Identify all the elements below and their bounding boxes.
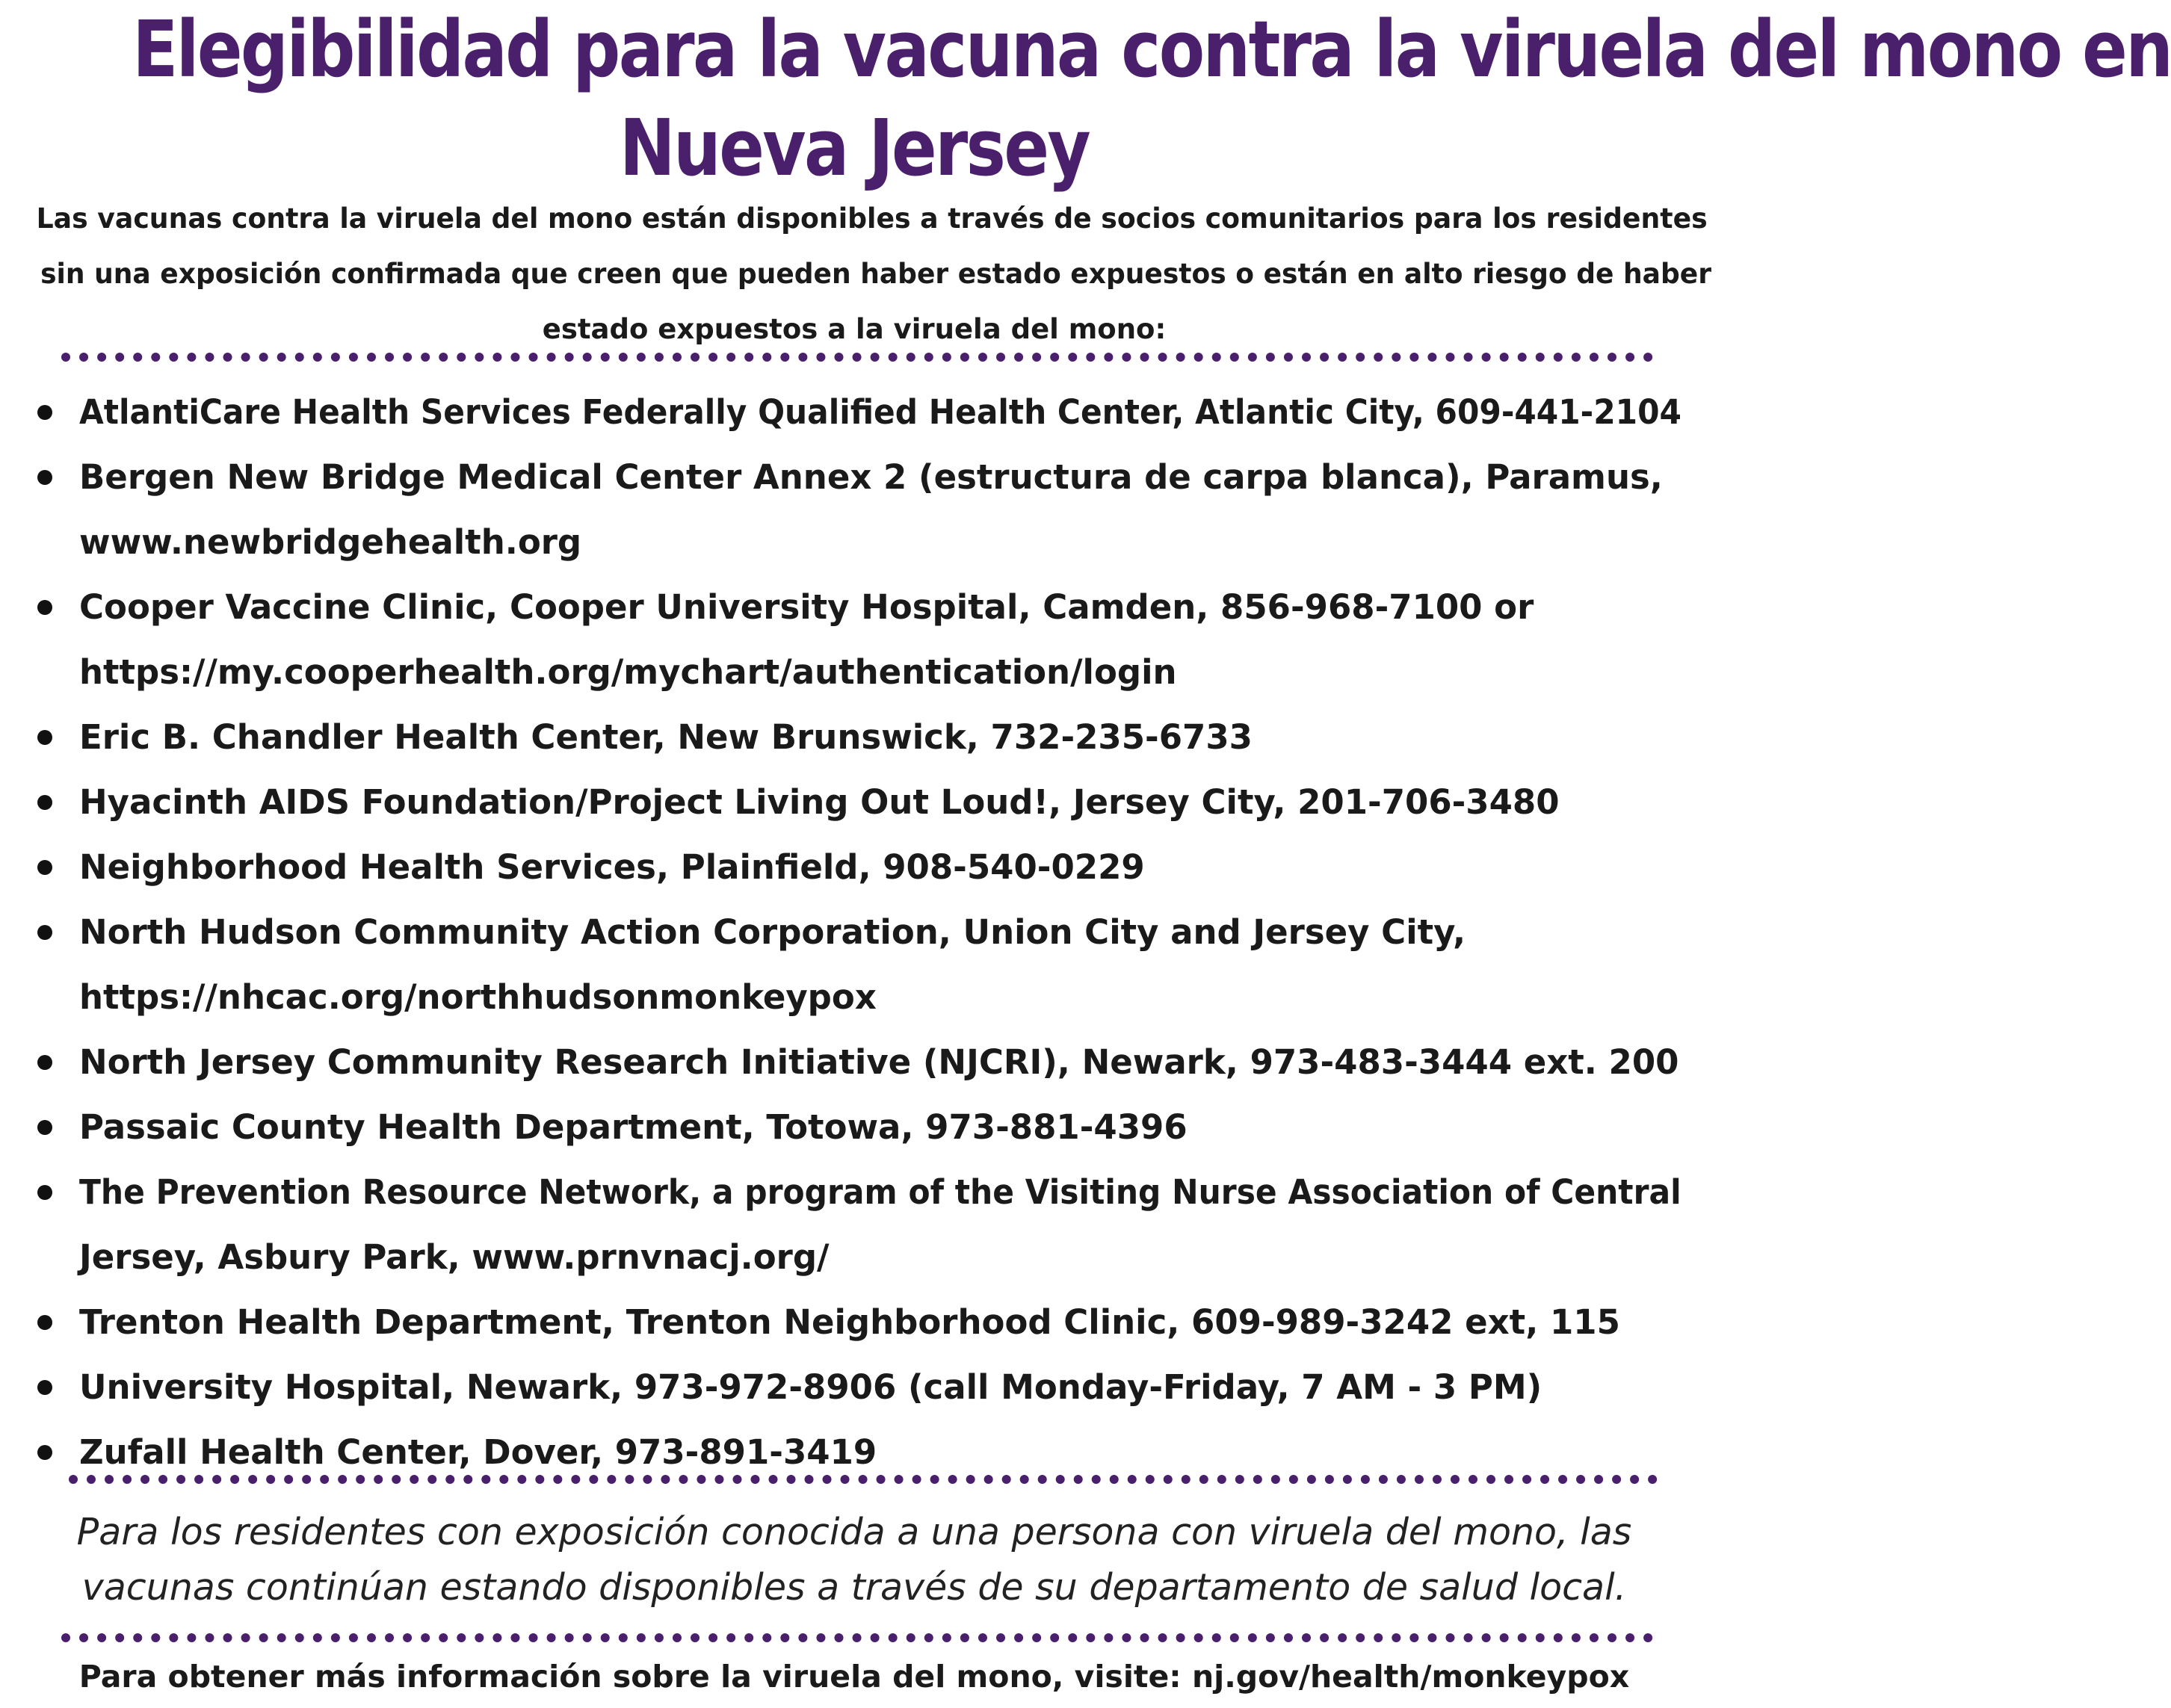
intro-line-1: Las vacunas contra la viruela del mono están disponibles a través de socios comunitarios para los residentes — [36, 202, 1708, 235]
list-item — [30, 380, 1696, 445]
bullet-icon — [37, 1055, 52, 1070]
list-item — [30, 575, 1696, 705]
bullet-icon — [37, 470, 52, 485]
divider-middle — [69, 1475, 1658, 1484]
list-item — [30, 900, 1696, 1030]
intro-paragraph — [19, 191, 1711, 357]
list-item — [30, 1160, 1696, 1290]
bullet-icon — [37, 795, 52, 810]
bullet-icon — [37, 1120, 52, 1135]
bullet-icon — [37, 405, 52, 420]
bullet-icon — [37, 860, 52, 875]
list-item-link[interactable]: https://my.cooperhealth.org/mychart/authentication/login — [79, 652, 1177, 692]
list-item-text: North Jersey Community Research Initiative (NJCRI), Newark, 973-483-3444 ext. 200 — [79, 1042, 1679, 1082]
bullet-icon — [37, 1380, 52, 1395]
closing-note — [45, 1505, 1664, 1615]
list-item — [30, 1030, 1696, 1095]
list-item-text: Cooper Vaccine Clinic, Cooper University Hospital, Camden, 856-968-7100 or — [79, 587, 1534, 627]
footer-more-info: Para obtener más información sobre la viruela del mono, visite: nj.gov/health/monkeypox — [78, 1659, 1630, 1695]
closing-line-2: vacunas continúan estando disponibles a través de su departamento de salud local. — [81, 1566, 1627, 1609]
provider-list — [30, 380, 1696, 1485]
list-item-text: Zufall Health Center, Dover, 973-891-3419 — [79, 1432, 877, 1472]
list-item — [30, 705, 1696, 770]
bullet-icon — [37, 1315, 52, 1330]
bullet-icon — [37, 925, 52, 940]
list-item — [30, 1290, 1696, 1355]
list-item — [30, 1095, 1696, 1160]
list-item-text: Neighborhood Health Services, Plainfield, 908-540-0229 — [79, 847, 1145, 887]
list-item-text: University Hospital, Newark, 973-972-8906 (call Monday-Friday, 7 AM - 3 PM) — [79, 1367, 1542, 1407]
intro-line-2: sin una exposición confirmada que creen que pueden haber estado expuestos o están en alto riesgo de haber — [40, 258, 1711, 290]
list-item — [30, 1355, 1696, 1420]
title-line-1: Elegibilidad para la vacuna contra la viruela del mono en — [132, 4, 2171, 95]
list-item-text: Bergen New Bridge Medical Center Annex 2 (estructura de carpa blanca), Paramus, — [79, 457, 1663, 497]
intro-line-3: estado expuestos a la viruela del mono: — [542, 313, 1167, 345]
list-item — [30, 770, 1696, 835]
list-item-text: AtlantiCare Health Services Federally Qualified Health Center, Atlantic City, 609-441-2104 — [79, 392, 1681, 432]
list-item-text: North Hudson Community Action Corporation, Union City and Jersey City, — [79, 912, 1466, 952]
bullet-icon — [37, 1445, 52, 1460]
list-item-link[interactable]: https://nhcac.org/northhudsonmonkeypox — [79, 977, 877, 1017]
bullet-icon — [37, 1185, 52, 1200]
bullet-icon — [37, 600, 52, 615]
title-line-2: Nueva Jersey — [619, 102, 1090, 194]
list-item-text: The Prevention Resource Network, a program of the Visiting Nurse Association of Central — [79, 1172, 1681, 1212]
list-item-text: Eric B. Chandler Health Center, New Brunswick, 732-235-6733 — [79, 717, 1253, 757]
divider-top — [61, 353, 1653, 362]
bullet-icon — [37, 730, 52, 745]
list-item-text: Passaic County Health Department, Totowa, 973-881-4396 — [79, 1107, 1188, 1147]
closing-line-1: Para los residentes con exposición conocida a una persona con viruela del mono, las — [76, 1511, 1632, 1553]
list-item — [30, 445, 1696, 575]
list-item — [30, 835, 1696, 900]
list-item-text: Jersey, Asbury Park, www.prnvnacj.org/ — [79, 1237, 830, 1277]
list-item-text: Hyacinth AIDS Foundation/Project Living Out Loud!, Jersey City, 201-706-3480 — [79, 782, 1560, 822]
page-title — [132, 0, 2171, 197]
list-item-link[interactable]: www.newbridgehealth.org — [79, 522, 582, 562]
divider-bottom — [61, 1633, 1653, 1642]
list-item-text: Trenton Health Department, Trenton Neighborhood Clinic, 609-989-3242 ext, 115 — [79, 1302, 1620, 1342]
